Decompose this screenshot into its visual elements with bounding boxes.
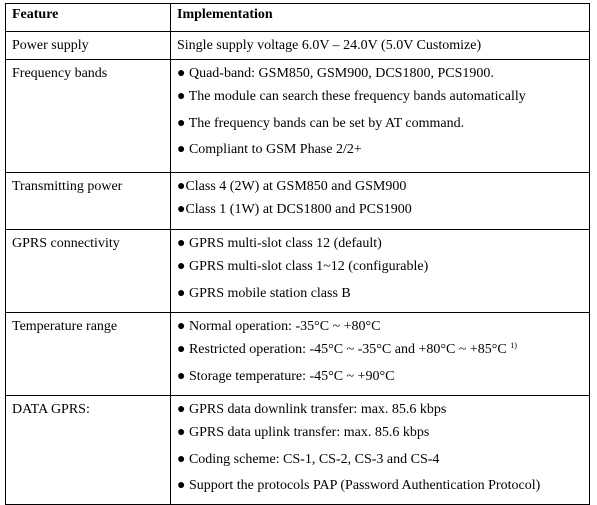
implementation-cell bbox=[171, 396, 590, 505]
implementation-cell bbox=[171, 230, 590, 313]
implementation-line: ●Class 4 (2W) at GSM850 and GSM900 bbox=[177, 179, 407, 194]
implementation-line: ● The frequency bands can be set by AT command. bbox=[177, 115, 465, 131]
implementation-cell bbox=[171, 32, 590, 60]
feature-table bbox=[5, 3, 590, 505]
feature-gprs-connectivity: GPRS connectivity bbox=[6, 230, 171, 313]
implementation-line: ● Compliant to GSM Phase 2/2+ bbox=[177, 142, 362, 157]
implementation-cell bbox=[171, 313, 590, 396]
implementation-line: ● GPRS multi-slot class 1~12 (configurable) bbox=[177, 259, 429, 274]
implementation-line: ●Class 1 (1W) at DCS1800 and PCS1900 bbox=[177, 202, 412, 217]
implementation-line bbox=[177, 337, 589, 364]
table-row bbox=[6, 230, 590, 313]
feature-data-gprs: DATA GPRS: bbox=[6, 396, 171, 505]
implementation-line: ● GPRS mobile station class B bbox=[177, 285, 351, 301]
implementation-line: ● GPRS data downlink transfer: max. 85.6 kbps bbox=[177, 402, 447, 417]
header-implementation: Implementation bbox=[171, 4, 590, 32]
table-row bbox=[6, 32, 590, 60]
implementation-cell bbox=[171, 60, 590, 173]
table-header-row bbox=[6, 4, 590, 32]
table-row bbox=[6, 173, 590, 230]
feature-temperature-range: Temperature range bbox=[6, 313, 171, 396]
table-row bbox=[6, 313, 590, 396]
implementation-line: ● GPRS multi-slot class 12 (default) bbox=[177, 236, 382, 251]
implementation-line: ● Storage temperature: -45°C ~ +90°C bbox=[177, 368, 395, 384]
implementation-line: ● Support the protocols PAP (Password Authentication Protocol) bbox=[177, 478, 541, 493]
header-feature: Feature bbox=[6, 4, 171, 32]
implementation-line: ● Quad-band: GSM850, GSM900, DCS1800, PCS1900. bbox=[177, 66, 494, 81]
implementation-line: ● Normal operation: -35°C ~ +80°C bbox=[177, 319, 381, 334]
implementation-line: ● Coding scheme: CS-1, CS-2, CS-3 and CS-4 bbox=[177, 451, 440, 467]
table-row bbox=[6, 60, 590, 173]
feature-transmitting-power: Transmitting power bbox=[6, 173, 171, 230]
restricted-operation-text: ● Restricted operation: -45°C ~ -35°C and +80°C ~ +85°C bbox=[177, 342, 507, 357]
implementation-line: Single supply voltage 6.0V – 24.0V (5.0V Customize) bbox=[177, 38, 482, 53]
feature-power-supply: Power supply bbox=[6, 32, 171, 60]
implementation-line: ● The module can search these frequency bands automatically bbox=[177, 89, 526, 104]
implementation-cell bbox=[171, 173, 590, 230]
table-row bbox=[6, 396, 590, 505]
footnote-marker: 1) bbox=[510, 341, 517, 350]
implementation-line: ● GPRS data uplink transfer: max. 85.6 kbps bbox=[177, 425, 430, 440]
feature-frequency-bands: Frequency bands bbox=[6, 60, 171, 173]
